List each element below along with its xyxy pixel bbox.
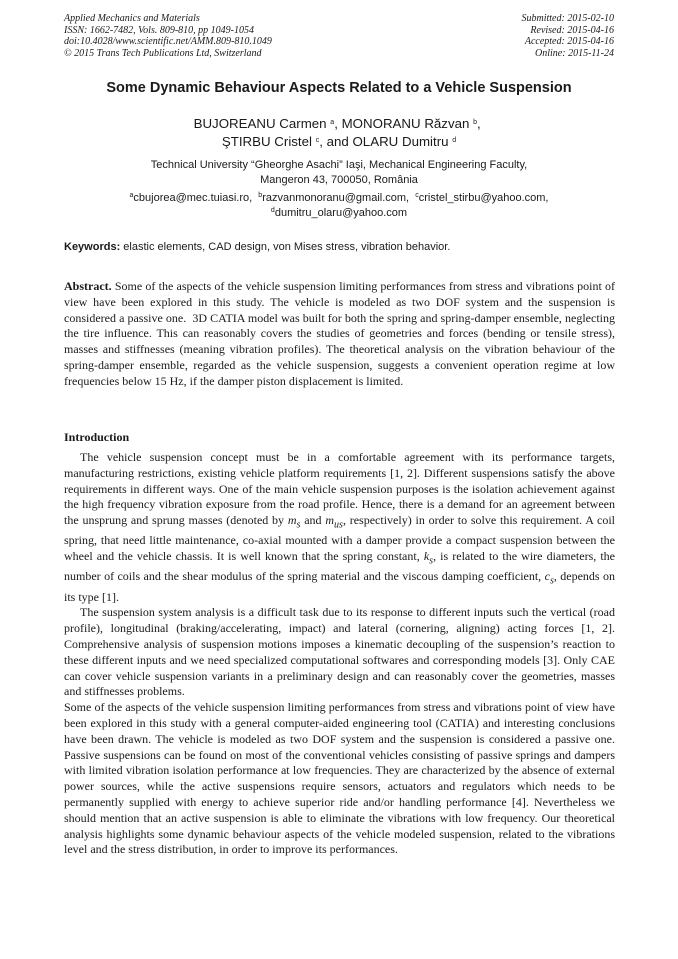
keywords-text: elastic elements, CAD design, von Mises stress, vibration behavior. (120, 241, 451, 253)
author-affil-mark: d (452, 137, 457, 144)
author-affil-mark: c (315, 137, 320, 144)
publication-dates (522, 13, 615, 59)
paragraph: The suspension system analysis is a difficult task due to its response to different inputs such the vertical (road profile), longitudinal (braking/accelerating, impact) and lateral (cornering, aligning) acting forces [1, 2]. Comprehensive analysis of suspension motions imposes a kinematic decoupling of the suspension’s reaction to these different inputs and we need specialized computational softwares and corresponding models [3]. Only CAE can cover vehicle suspension variants in a preliminary design and can reasonably cover the geometries, masses and stiffnesses problems. (64, 605, 615, 699)
online-date: Online: 2015-11-24 (535, 47, 614, 59)
revised-date: Revised: 2015-04-16 (530, 24, 614, 36)
publication-info (64, 13, 272, 59)
issn-line: ISSN: 1662-7482, Vols. 809-810, pp 1049-1054 (64, 24, 254, 36)
email-link[interactable]: cristel_stirbu@yahoo.com, (418, 192, 549, 204)
math-symbol: m (287, 513, 297, 528)
affiliation-line: Technical University “Gheorghe Asachi” Iaşi, Mechanical Engineering Faculty, (150, 159, 528, 171)
email-link[interactable]: razvanmonoranu@gmail.com, (262, 192, 413, 204)
abstract (64, 279, 618, 390)
keywords (64, 241, 616, 253)
journal-name: Applied Mechanics and Materials (64, 13, 200, 24)
paragraph: The vehicle suspension concept must be in a comfortable agreement with its performance targets, manufacturing restrictions, existing vehicle platform requirements [1, 2]. Different suspensions satisfy the above requirements in different ways. One of the main vehicle suspension purposes is the isolation achievement against the high frequency vibration exposure from the road profile. Hence, there is a demand for an agreement between the unsprung and sprung masses (denoted by $m_s$ and $m_{us}$, respectively) in order to solve this requirement. A coil spring, that need little maintenance, co-axial mounted with a damper provide a compact suspension between the wheel and the vehicle chassis. It is well known that the spring constant, $k_s$, is related to the wire diameters, the number of coils and the shear modulus of the spring material and the viscous damping coefficient, $c_s$, depends on its type [1]. (64, 450, 616, 604)
math-symbol: k (423, 549, 430, 564)
keywords-label: Keywords: (64, 241, 121, 253)
author-name: ŞTIRBU Cristel (221, 134, 312, 149)
email-link[interactable]: cbujorea@mec.tuiasi.ro, (133, 192, 256, 204)
affiliation-line: Mangeron 43, 700050, România (260, 173, 418, 186)
email-link[interactable]: dumitru_olaru@yahoo.com (274, 206, 408, 219)
author-name: OLARU Dumitru (352, 134, 449, 149)
author-emails: $^a$cbujorea@mec.tuiasi.ro, $^b$razvanmonoranu@gmail.com, $^c$cristel_stirbu@yahoo.com, $^d$dumitru_olaru@yahoo.com (129, 192, 549, 219)
paper-title: Some Dynamic Behaviour Aspects Related to a Vehicle Suspension (106, 80, 572, 96)
copyright-line: © 2015 Trans Tech Publications Ltd, Switzerland (64, 47, 262, 59)
doi-line: doi:10.4028/www.scientific.net/AMM.809-810.1049 (64, 36, 272, 48)
abstract-text: Some of the aspects of the vehicle suspension limiting performances from stress and vibrations point of view have been explored in this study. The vehicle is modeled as two DOF system and the suspension is considered a passive one. 3D CATIA model was built for both the spring and spring-damper ensemble, neglecting the tire influence. This can reasonably covers the studies of geometries and forces (bending or tensile stress), masses and stiffnesses (meaning vibration profiles). The theoretical analysis on the vibration behaviour of the spring-damper ensemble, regarded as the vehicle suspension, suggests a convenient operation regime at low frequencies below 15 Hz, if the damper piston displacement is limited. (64, 279, 618, 388)
accepted-date: Accepted: 2015-04-16 (524, 36, 614, 48)
math-symbol: m (325, 513, 335, 528)
section-heading-introduction: Introduction (64, 430, 130, 444)
author-list: BUJOREANU Carmen $^a$, MONORANU Răzvan $^b$, ŞTIRBU Cristel $^c$, and OLARU Dumitru $^d$ (193, 116, 485, 149)
paragraph: Some of the aspects of the vehicle suspension limiting performances from stress and vibrations point of view have been explored in this study with a general computer-aided engineering tool (CATIA) and interesting conclusions have been drawn. The vehicle is modeled as two DOF system and the suspension is considered a passive one. Passive suspensions can be found on most of the conventional vehicles consisting of passive springs and dampers with limited vibration isolation performance at low frequencies. They are characterized by the absence of external power sources, while the active suspensions require sensors, actuators and regulators which needs to be permanently supplied with energy to achieve superior ride and/or handling performance [4]. Nevertheless we should mention that an active suspension is able to eliminate the vibrations with low frequency. Our theoretical analysis highlights some dynamic behaviour aspects of the vehicle modeled suspension, related to the vibrations level and the stress distribution, in order to improve its performances. (64, 700, 615, 857)
author-name: MONORANU Răzvan (341, 116, 470, 131)
author-name: BUJOREANU Carmen (193, 116, 327, 131)
author-affil-mark: a (330, 119, 335, 126)
affiliation (60, 158, 618, 187)
math-symbol: c (544, 569, 550, 584)
author-affil-mark: b (473, 119, 478, 126)
submitted-date: Submitted: 2015-02-10 (521, 13, 614, 24)
introduction-body (64, 450, 615, 858)
abstract-label: Abstract. (64, 279, 112, 293)
